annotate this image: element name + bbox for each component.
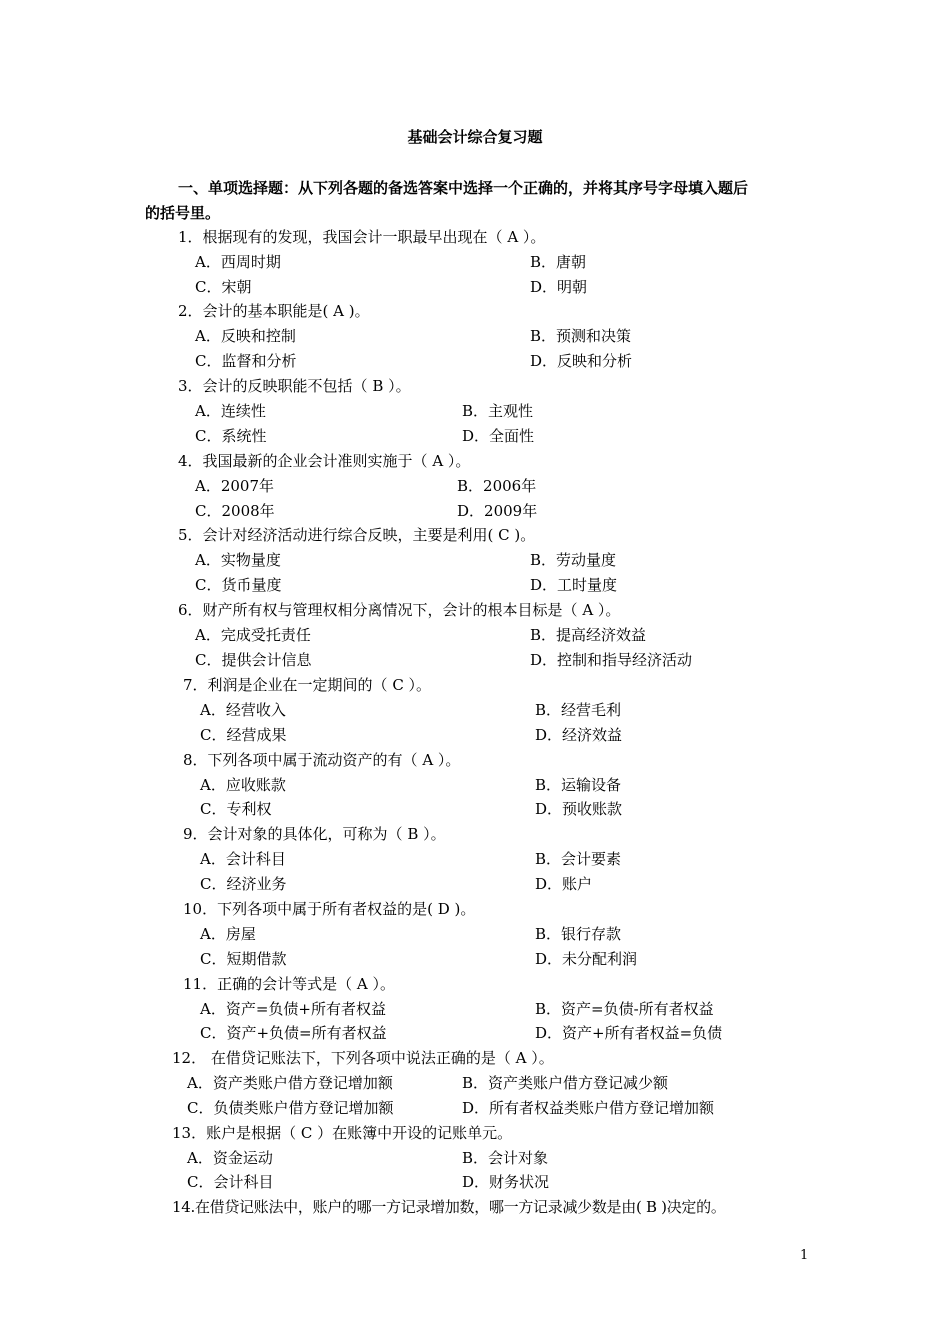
option-d: D．所有者权益类账户借方登记增加额 [462,1099,715,1117]
option-d: D．经济效益 [535,726,623,744]
question-stem: 2．会计的基本职能是( A )。 [178,302,370,320]
option-d: D．工时量度 [530,576,618,594]
question-stem: 7．利润是企业在一定期间的（ C ）。 [183,676,432,694]
option-c: C．负债类账户借方登记增加额 [187,1099,394,1117]
option-a: A．2007年 [195,477,275,495]
option-b: B．预测和决策 [530,327,632,345]
question-stem: 12． 在借贷记账法下，下列各项中说法正确的是（ A ）。 [172,1049,554,1067]
option-c: C．监督和分析 [195,352,297,370]
question-stem: 4．我国最新的企业会计准则实施于（ A ）。 [178,452,471,470]
option-b: B．经营毛利 [535,701,622,719]
question-stem: 3．会计的反映职能不包括（ B ）。 [178,377,411,395]
option-d: D．控制和指导经济活动 [530,651,693,669]
option-d: D．反映和分析 [530,352,633,370]
option-d: D．预收账款 [535,800,623,818]
option-a: A．资产=负债+所有者权益 [200,1000,386,1018]
question-stem: 10．下列各项中属于所有者权益的是( D )。 [183,900,476,918]
option-c: C．会计科目 [187,1173,274,1191]
question-stem: 5．会计对经济活动进行综合反映，主要是利用( C )。 [178,526,536,544]
page-title: 基础会计综合复习题 [407,128,543,146]
option-b: B．提高经济效益 [530,626,647,644]
option-b: B．运输设备 [535,776,622,794]
option-c: C．专利权 [200,800,272,818]
option-c: C．提供会计信息 [195,651,312,669]
option-b: B．资产=负债-所有者权益 [535,1000,714,1018]
page-number: 1 [800,1248,809,1263]
option-a: A．会计科目 [200,850,286,868]
option-a: A．应收账款 [200,776,286,794]
option-b: B．主观性 [462,402,534,420]
option-a: A．完成受托责任 [195,626,311,644]
option-b: B．劳动量度 [530,551,617,569]
question-stem: 9．会计对象的具体化，可称为（ B ）。 [183,825,446,843]
section-heading-line1: 一、单项选择题：从下列各题的备选答案中选择一个正确的，并将其序号字母填入题后 [178,179,749,197]
option-d: D．财务状况 [462,1173,550,1191]
option-c: C．资产+负债=所有者权益 [200,1024,387,1042]
option-b: B．会计对象 [462,1149,549,1167]
option-d: D．明朝 [530,278,588,296]
option-d: D．全面性 [462,427,535,445]
option-a: A．西周时期 [195,253,281,271]
option-c: C．系统性 [195,427,267,445]
option-d: D．2009年 [457,502,538,520]
option-a: A．实物量度 [195,551,281,569]
option-c: C．宋朝 [195,278,252,296]
option-d: D．账户 [535,875,593,893]
option-a: A．资产类账户借方登记增加额 [187,1074,393,1092]
question-stem: 8．下列各项中属于流动资产的有（ A ）。 [183,751,461,769]
option-d: D．资产+所有者权益=负债 [535,1024,723,1042]
question-stem: 1．根据现有的发现，我国会计一职最早出现在（ A ）。 [178,228,546,246]
option-a: A．连续性 [195,402,266,420]
option-c: C．2008年 [195,502,275,520]
section-heading-line2: 的括号里。 [145,204,221,222]
option-a: A．资金运动 [187,1149,273,1167]
option-c: C．经济业务 [200,875,287,893]
option-d: D．未分配利润 [535,950,638,968]
option-c: C．货币量度 [195,576,282,594]
question-stem: 14.在借贷记账法中，账户的哪一方记录增加数，哪一方记录减少数是由( B )决定的。 [172,1198,726,1216]
option-b: B．银行存款 [535,925,622,943]
option-a: A．房屋 [200,925,256,943]
section-heading [145,176,825,226]
option-b: B．唐朝 [530,253,587,271]
question-stem: 13．账户是根据（ C ）在账簿中开设的记账单元。 [172,1124,513,1142]
option-b: B．资产类账户借方登记减少额 [462,1074,669,1092]
question-stem: 6．财产所有权与管理权相分离情况下，会计的根本目标是（ A ）。 [178,601,621,619]
option-a: A．反映和控制 [195,327,296,345]
option-c: C．短期借款 [200,950,287,968]
option-b: B．会计要素 [535,850,622,868]
option-a: A．经营收入 [200,701,286,719]
question-stem: 11．正确的会计等式是（ A ）。 [183,975,395,993]
option-b: B．2006年 [457,477,537,495]
option-c: C．经营成果 [200,726,287,744]
